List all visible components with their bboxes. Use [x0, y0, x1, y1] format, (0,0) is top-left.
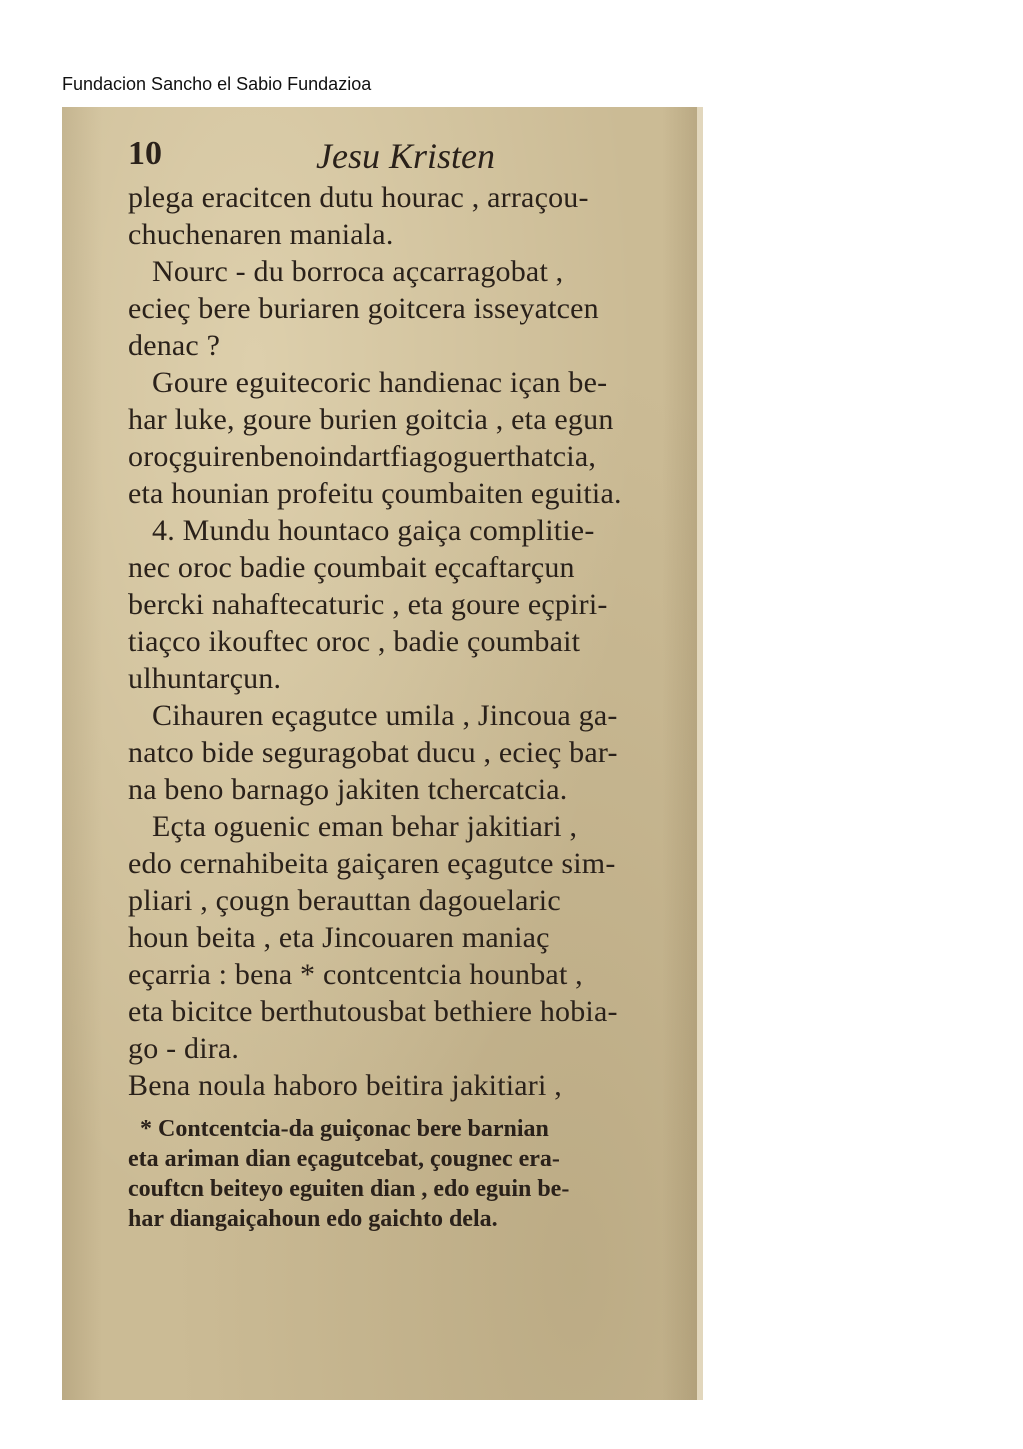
body-line: bercki nahaftecaturic , eta goure eçpiri-: [128, 588, 608, 621]
running-head: [128, 135, 698, 179]
body-line: Eçta oguenic eman behar jakitiari ,: [152, 810, 578, 843]
footnote: [128, 1114, 698, 1234]
body-line: pliari , çougn berauttan dagouelaric: [128, 884, 561, 917]
page-text: [128, 135, 698, 1234]
body-line: edo cernahibeita gaiçaren eçagutce sim-: [128, 847, 616, 880]
header-label: Fundacion Sancho el Sabio Fundazioa: [62, 74, 372, 94]
footnote-line: eta ariman dian eçagutcebat, çougnec era-: [128, 1146, 560, 1172]
body-line: Bena noula haboro beitira jakitiari ,: [128, 1069, 562, 1102]
body-line: houn beita , eta Jincouaren maniaç: [128, 921, 550, 954]
body-line: oroçguirenbenoindartfiagoguerthatcia,: [128, 440, 597, 473]
body-line: Nourc - du borroca açcarragobat ,: [152, 255, 564, 288]
body-line: ulhuntarçun.: [128, 662, 282, 695]
footnote-line: couftcn beiteyo eguiten dian , edo eguin be-: [128, 1176, 570, 1202]
body-line: 4. Mundu hountaco gaiça complitie-: [152, 514, 595, 547]
body-line: eta hounian profeitu çoumbaiten eguitia.: [128, 477, 622, 510]
body-line: Cihauren eçagutce umila , Jincoua ga-: [152, 699, 618, 732]
body-line: eçarria : bena * contcentcia hounbat ,: [128, 958, 583, 991]
body-line: chuchenaren maniala.: [128, 218, 394, 251]
footnote-line: har diangaiçahoun edo gaichto dela.: [128, 1206, 498, 1232]
body-line: natco bide seguragobat ducu , ecieç bar-: [128, 736, 618, 769]
footnote-line: * Contcentcia-da guiçonac bere barnian: [140, 1116, 549, 1142]
body-line: ecieç bere buriaren goitcera isseyatcen: [128, 292, 599, 325]
page-number: 10: [128, 135, 162, 172]
body-line: eta bicitce berthutousbat bethiere hobia-: [128, 995, 618, 1028]
body-line: nec oroc badie çoumbait eçcaftarçun: [128, 551, 575, 584]
body-line: go - dira.: [128, 1032, 240, 1065]
body-line: na beno barnago jakiten tchercatcia.: [128, 773, 568, 806]
scanned-page: [62, 107, 703, 1400]
body-line: denac ?: [128, 329, 221, 362]
body-line: har luke, goure burien goitcia , eta egun: [128, 403, 614, 436]
body-line: tiaçco ikouftec oroc , badie çoumbait: [128, 625, 581, 658]
running-title: Jesu Kristen: [316, 136, 495, 176]
body-line: plega eracitcen dutu hourac , arraçou-: [128, 181, 589, 214]
body-line: Goure eguitecoric handienac içan be-: [152, 366, 608, 399]
